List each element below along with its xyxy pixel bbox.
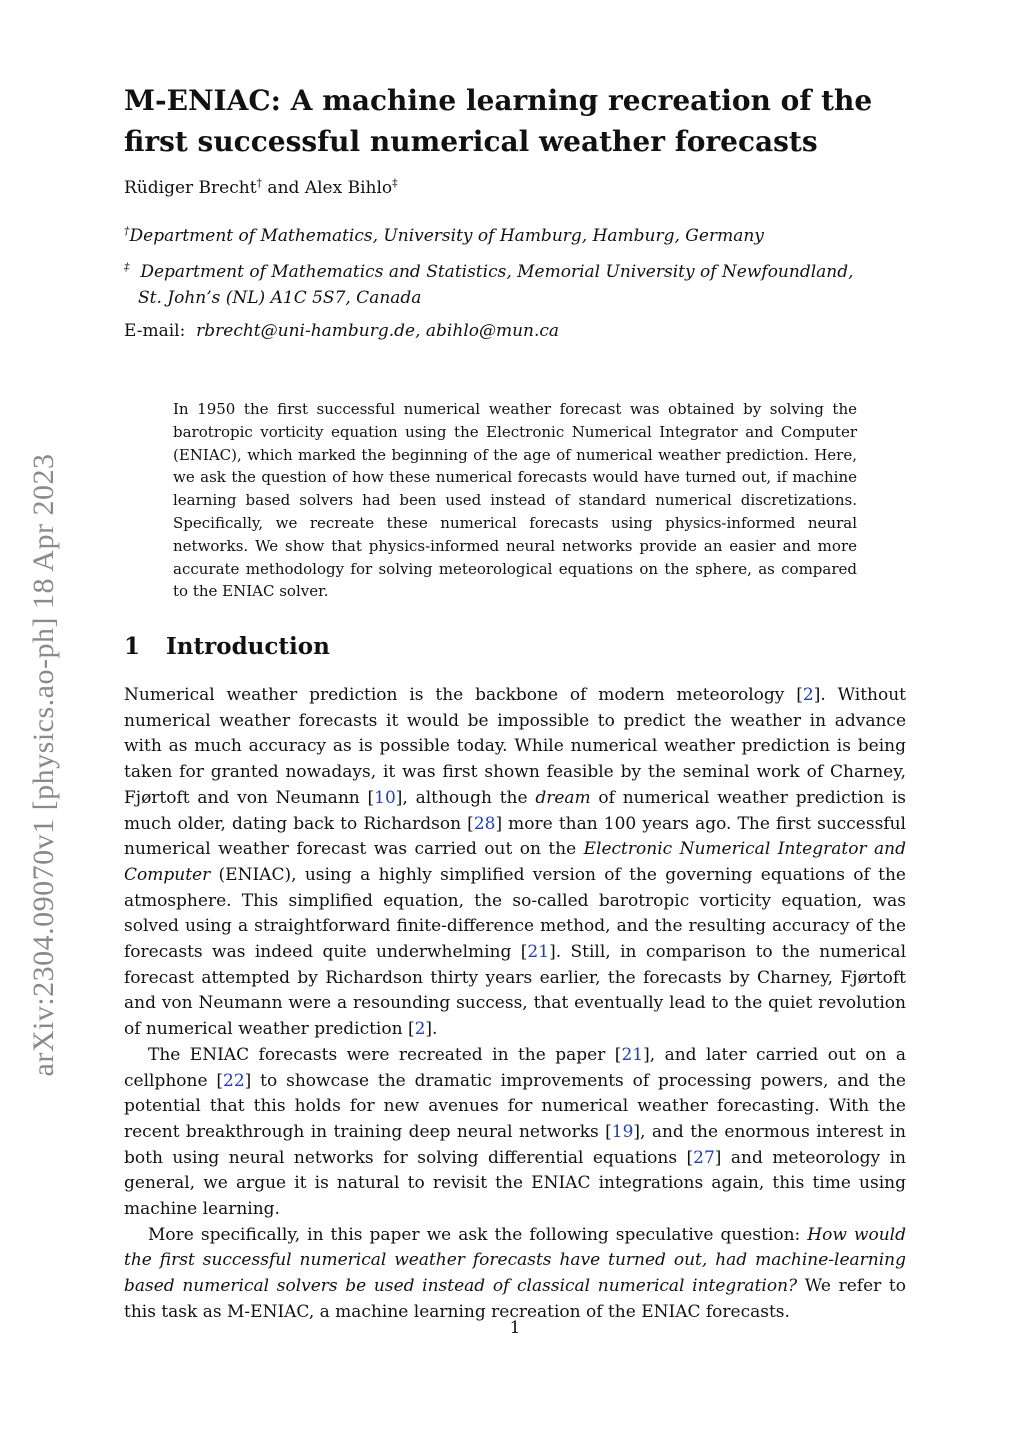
affiliation-text: Department of Mathematics, University of Hamburg, Hamburg, Germany	[129, 226, 764, 246]
text-run: ]. Without numerical weather forecasts it would be impossible to predict the weather in advance with as much accuracy as is possible today. While numerical weather prediction is being taken for granted nowadays, it was first shown feasible by the seminal work of Charney, Fjørtoft and von Neumann [	[124, 685, 906, 808]
author-name: Rüdiger Brecht	[124, 178, 257, 198]
affiliation-memorial	[124, 259, 854, 311]
paragraph-1	[124, 683, 906, 1043]
emphasis: Electronic Numerical Integrator and Computer	[124, 839, 906, 885]
paragraph-3	[124, 1223, 906, 1326]
section-title-text: Introduction	[166, 633, 330, 660]
text-run: ]. Still, in comparison to the numerical forecast attempted by Richardson thirty years earlier, the forecasts by Charney, Fjørtoft and von Neumann were a resounding success, that eventually lead to the quiet revolution of numerical weather prediction [	[124, 942, 907, 1040]
affiliation-mark: †	[124, 224, 130, 238]
text-run: More specifically, in this paper we ask the following speculative question:	[148, 1224, 808, 1245]
author-list	[124, 178, 398, 198]
affiliation-text-line2: St. John’s (NL) A1C 5S7, Canada	[138, 288, 422, 308]
emphasis: dream	[535, 787, 591, 808]
abstract: In 1950 the first successful numerical weather forecast was obtained by solving the barotropic vorticity equation using the Electronic Numerical Integrator and Computer (ENIAC), which marked the beginning of the age of numerical weather prediction. Here, we ask the question of how these numerical forecasts would have turned out, if machine learning based solvers had been used instead of standard numerical discretizations. Specifically, we recreate these numerical forecasts using physics-informed neural networks. We show that physics-informed neural networks provide an easier and more accurate methodology for solving meteorological equations on the sphere, as compared to the ENIAC solver.	[173, 400, 857, 601]
citation-link[interactable]: 21	[621, 1044, 644, 1065]
affiliation-mark: ‡	[392, 176, 398, 190]
text-run: ] more than 100 years ago. The first successful numerical weather forecast was carried out on the	[124, 813, 906, 860]
text-run: ], and the enormous interest in both using neural networks for solving differential equations [	[124, 1121, 907, 1168]
email-addresses[interactable]: rbrecht@uni-hamburg.de, abihlo@mun.ca	[196, 321, 560, 341]
text-run: ], and later carried out on a cellphone [	[124, 1044, 906, 1091]
citation-link[interactable]: 10	[374, 787, 396, 808]
author-name: Alex Bihlo	[304, 178, 393, 198]
citation-link[interactable]: 22	[223, 1070, 245, 1091]
text-run: The ENIAC forecasts were recreated in the paper [	[148, 1044, 622, 1065]
affiliation-hamburg	[124, 223, 764, 249]
affiliation-text: Department of Mathematics and Statistics, Memorial University of Newfoundland,	[140, 262, 854, 282]
paragraph-2	[124, 1043, 906, 1223]
text-run: Numerical weather prediction is the backbone of modern meteorology [	[124, 685, 803, 705]
citation-link[interactable]: 21	[527, 942, 550, 963]
section-heading	[124, 633, 330, 660]
arxiv-side-stamp: arXiv:2304.09070v1 [physics.ao-ph] 18 Apr 2023	[27, 453, 60, 1077]
text-run: of numerical weather prediction is much older, dating back to Richardson [	[124, 787, 906, 834]
paper-title: M-ENIAC: A machine learning recreation of the first successful numerical weather forecasts	[124, 84, 873, 158]
citation-link[interactable]: 2	[802, 685, 814, 705]
citation-link[interactable]: 2	[414, 1019, 426, 1040]
page-number: 1	[509, 1318, 521, 1338]
email-line	[124, 321, 559, 341]
text-run: We refer to this task as M-ENIAC, a machine learning recreation of the ENIAC forecasts.	[124, 1276, 906, 1322]
citation-link[interactable]: 27	[693, 1147, 715, 1168]
text-run: ].	[425, 1019, 438, 1040]
text-run: ] and meteorology in general, we argue it is natural to revisit the ENIAC integrations again, this time using machine learning.	[124, 1147, 906, 1220]
text-run: ], although the	[395, 787, 536, 808]
citation-link[interactable]: 28	[473, 813, 496, 834]
body-text	[124, 683, 906, 1326]
text-run: ] to showcase the dramatic improvements of processing powers, and the potential that this holds for new avenues for numerical weather forecasting. With the recent breakthrough in training deep neural networks [	[124, 1070, 906, 1142]
section-number: 1	[124, 633, 141, 660]
text-run: (ENIAC), using a highly simplified version of the governing equations of the atmosphere. This simplified equation, the so-called barotropic vorticity equation, was solved using a straightforward finite-difference method, and the resulting accuracy of the forecasts was indeed quite underwhelming [	[124, 864, 906, 963]
emphasis: How would the first successful numerical weather forecasts have turned out, had machine-learning based numerical solvers be used instead of classical numerical integration?	[124, 1224, 906, 1297]
affiliation-mark: ‡	[124, 260, 130, 274]
citation-link[interactable]: 19	[611, 1121, 634, 1142]
author-connector: and	[262, 178, 305, 198]
affiliation-mark: †	[256, 176, 263, 190]
email-label: E-mail:	[124, 321, 186, 341]
